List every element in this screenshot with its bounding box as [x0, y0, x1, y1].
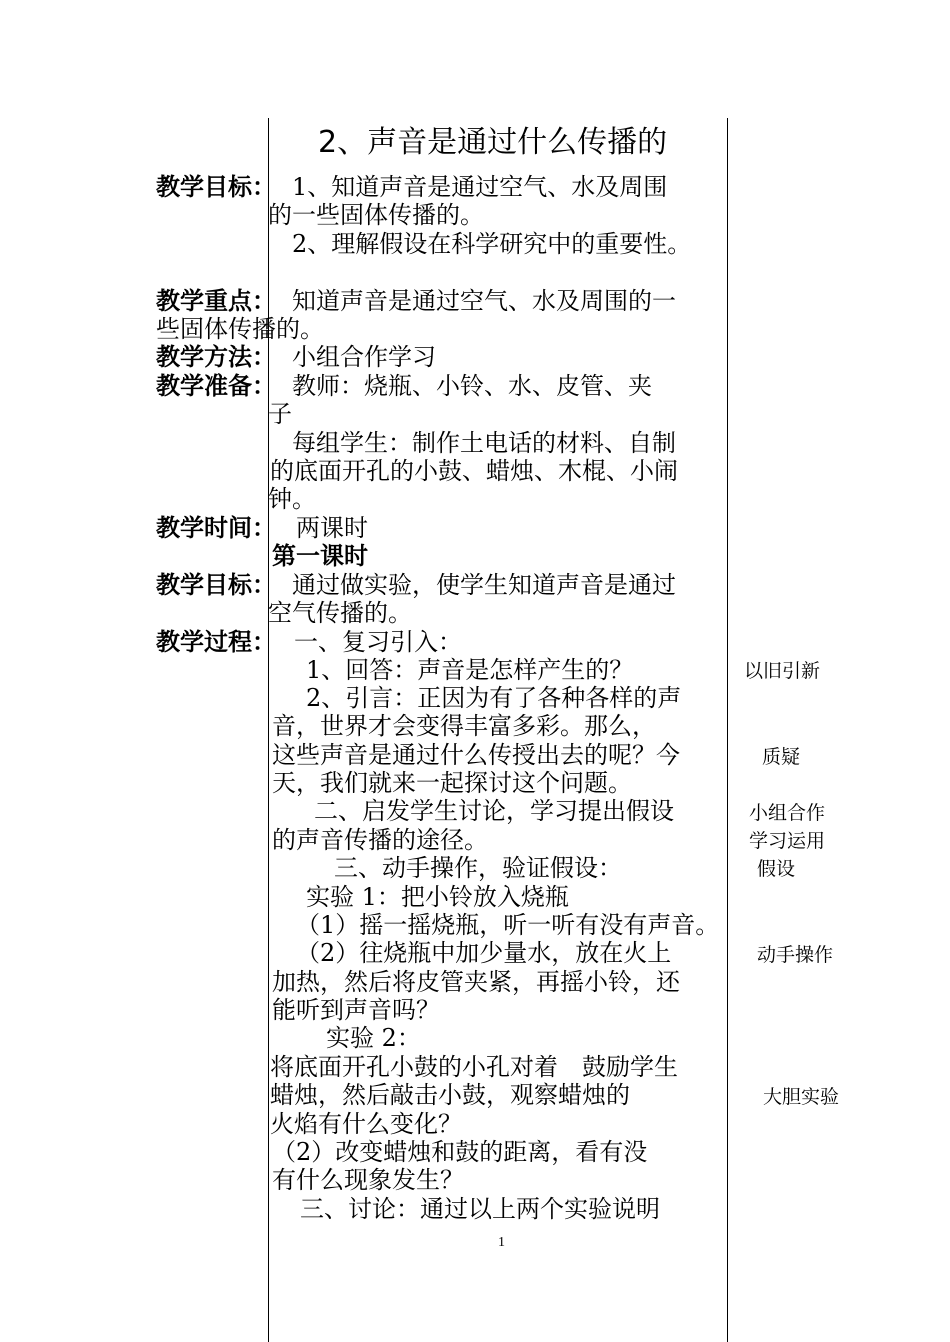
- process-line-16: 将底面开孔小鼓的小孔对着 鼓励学生: [270, 1053, 678, 1081]
- process-line-11: （1）摇一摇烧瓶，听一听有没有声音。: [296, 911, 720, 939]
- margin-note-3: 小组合作: [749, 802, 826, 824]
- goal-line-2: 2、理解假设在科学研究中的重要性。: [292, 230, 692, 258]
- label-time: [156, 514, 276, 542]
- label-process: [156, 628, 276, 656]
- label-key: [156, 287, 276, 315]
- margin-note-5: 假设: [757, 858, 796, 880]
- lesson-heading: 第一课时: [272, 542, 368, 570]
- prep-line-e: 钟。: [268, 485, 316, 513]
- process-line-5: 这些声音是通过什么传授出去的呢？今: [272, 741, 680, 769]
- label-colon: ：: [252, 628, 276, 656]
- label-colon: ：: [252, 173, 276, 201]
- margin-note-6: 动手操作: [757, 944, 834, 966]
- label-goal: [156, 173, 276, 201]
- goal-line-1b: 的一些固体传播的。: [268, 201, 484, 229]
- key-line-b: 些固体传播的。: [156, 315, 324, 343]
- label-process-text: 教学过程: [156, 628, 252, 656]
- margin-note-4: 学习运用: [749, 830, 826, 852]
- page-number: 1: [498, 1235, 505, 1250]
- key-line-a: 知道声音是通过空气、水及周围的一: [292, 287, 676, 315]
- process-line-1: 一、复习引入：: [294, 628, 462, 656]
- margin-note-2: 质疑: [762, 746, 801, 768]
- page-title: 2、声音是通过什么传播的: [318, 125, 668, 160]
- process-line-3: 2、引言：正因为有了各种各样的声: [306, 684, 682, 712]
- label-method: [156, 343, 276, 371]
- prep-line-b: 子: [268, 400, 292, 428]
- prep-line-d: 的底面开孔的小鼓、蜡烛、木棍、小闹: [270, 457, 678, 485]
- method-line: 小组合作学习: [292, 343, 436, 371]
- goal2-line-b: 空气传播的。: [268, 599, 412, 627]
- process-line-12: （2）往烧瓶中加少量水，放在火上: [296, 939, 672, 967]
- label-method-text: 教学方法: [156, 343, 252, 371]
- prep-line-a: 教师：烧瓶、小铃、水、皮管、夹: [292, 372, 652, 400]
- process-line-10: 实验 1：把小铃放入烧瓶: [306, 883, 569, 911]
- process-line-13: 加热，然后将皮管夹紧，再摇小铃，还: [272, 968, 680, 996]
- process-line-4: 音，世界才会变得丰富多彩。那么，: [272, 712, 656, 740]
- goal-line-1a: 1、知道声音是通过空气、水及周围: [292, 173, 668, 201]
- label-colon: ：: [252, 571, 276, 599]
- process-line-17: 蜡烛，然后敲击小鼓，观察蜡烛的: [270, 1081, 630, 1109]
- label-colon: ：: [252, 372, 276, 400]
- process-line-20: 有什么现象发生？: [272, 1166, 464, 1194]
- process-line-18: 火焰有什么变化？: [270, 1110, 462, 1138]
- goal2-line-a: 通过做实验，使学生知道声音是通过: [292, 571, 676, 599]
- process-line-15: 实验 2：: [326, 1024, 421, 1052]
- time-line: 两课时: [296, 514, 368, 542]
- process-line-21: 三、讨论：通过以上两个实验说明: [300, 1195, 660, 1223]
- process-line-8: 的声音传播的途径。: [272, 826, 488, 854]
- process-line-19: （2）改变蜡烛和鼓的距离，看有没: [272, 1138, 648, 1166]
- process-line-7: 二、启发学生讨论，学习提出假设: [314, 797, 674, 825]
- process-line-6: 天，我们就来一起探讨这个问题。: [272, 769, 632, 797]
- label-goal-2: [156, 571, 276, 599]
- margin-note-7: 大胆实验: [763, 1086, 840, 1108]
- process-line-9: 三、动手操作，验证假设：: [334, 854, 622, 882]
- process-line-2: 1、回答：声音是怎样产生的？: [306, 656, 634, 684]
- label-prep-text: 教学准备: [156, 372, 252, 400]
- label-goal-text: 教学目标: [156, 173, 252, 201]
- margin-note-1: 以旧引新: [744, 660, 821, 682]
- label-prep: [156, 372, 276, 400]
- label-colon: ：: [252, 287, 276, 315]
- process-line-14: 能听到声音吗？: [272, 996, 440, 1024]
- right-rule: [727, 118, 728, 1342]
- label-colon: ：: [252, 343, 276, 371]
- label-goal-2-text: 教学目标: [156, 571, 252, 599]
- prep-line-c: 每组学生：制作土电话的材料、自制: [292, 429, 676, 457]
- label-colon: ：: [252, 514, 276, 542]
- label-key-text: 教学重点: [156, 287, 252, 315]
- label-time-text: 教学时间: [156, 514, 252, 542]
